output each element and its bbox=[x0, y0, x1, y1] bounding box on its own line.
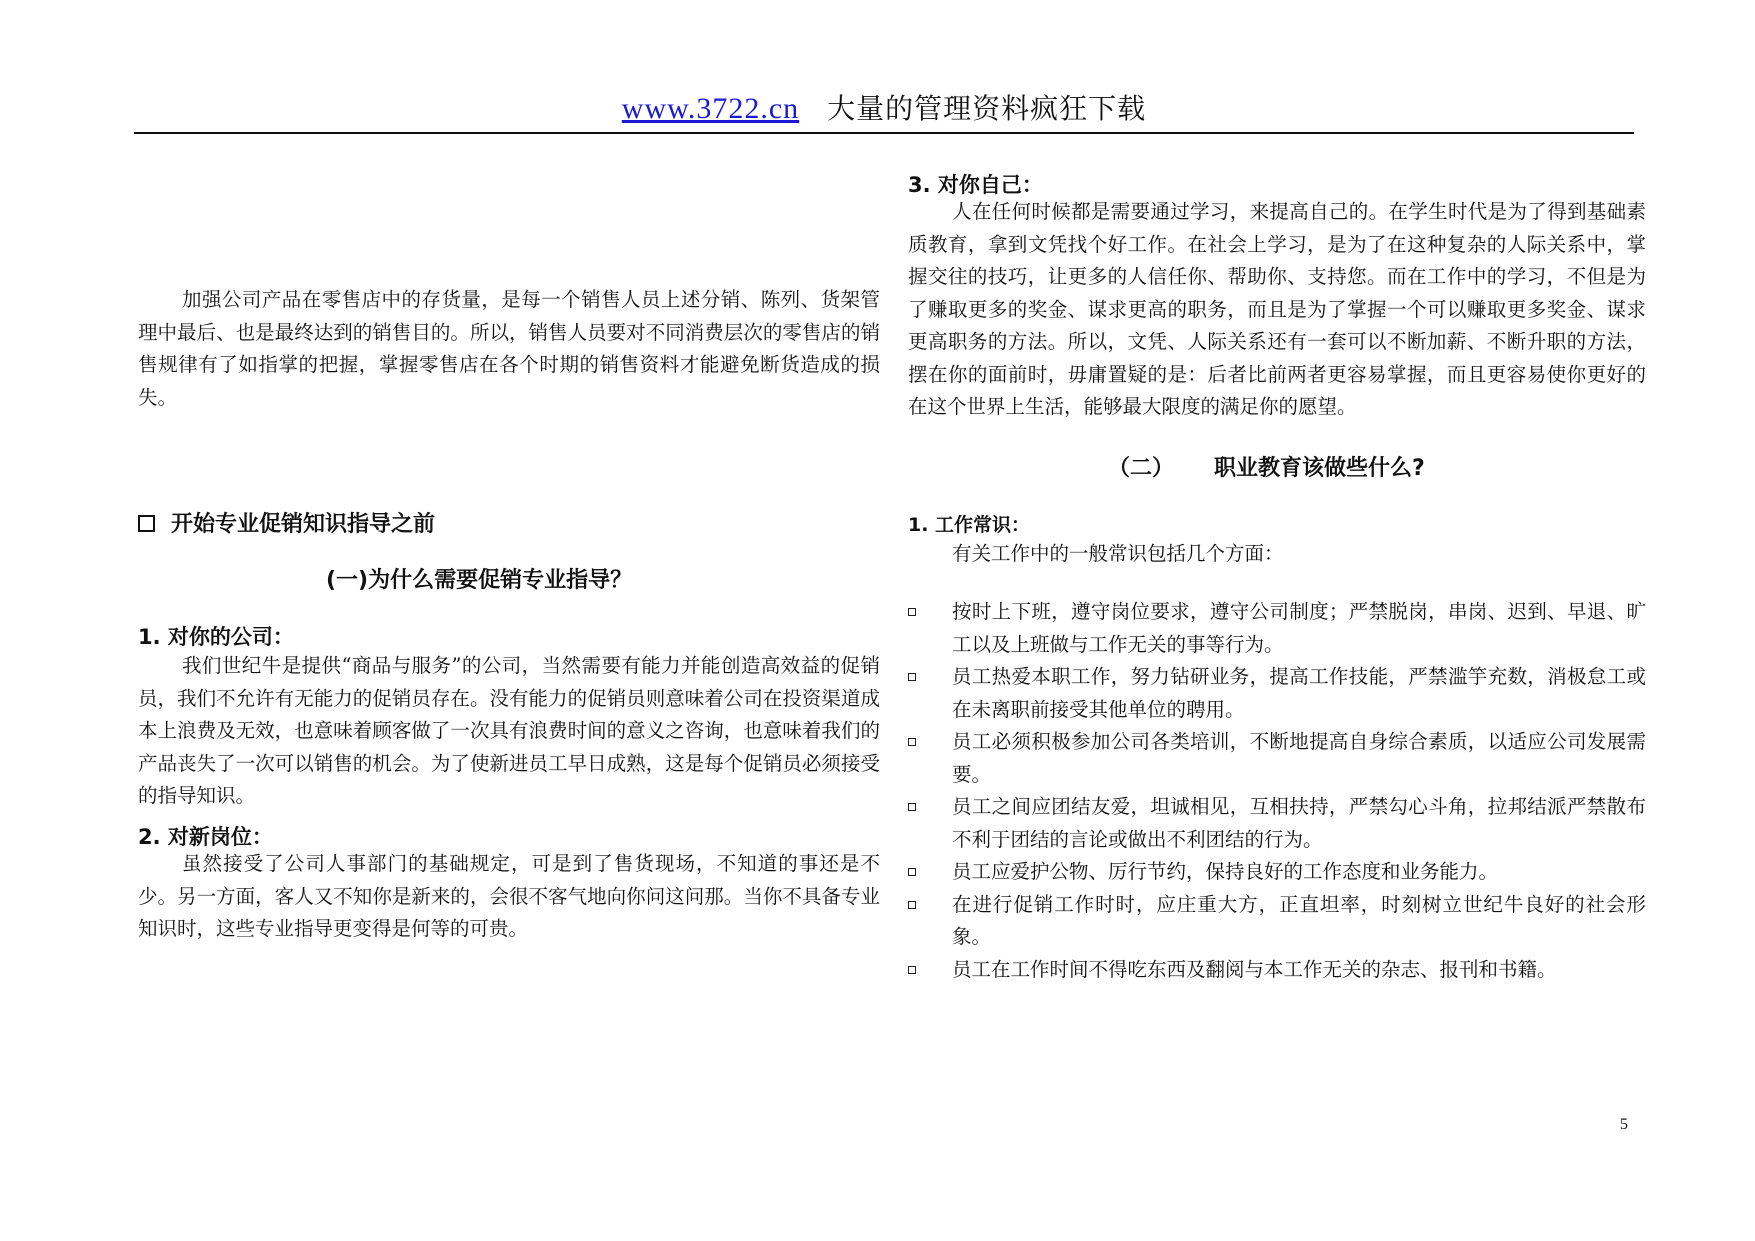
list-item: 按时上下班，遵守岗位要求，遵守公司制度；严禁脱岗，串岗、迟到、早退、旷工以及上班做与工作无关的事等行为。 bbox=[908, 596, 1646, 661]
bullet-square-icon bbox=[908, 966, 916, 974]
rules-list bbox=[908, 596, 1646, 986]
section-heading bbox=[138, 510, 435, 540]
bullet-square-icon bbox=[908, 901, 916, 909]
subsection-2-number: （二） bbox=[1108, 456, 1175, 481]
bullet-square-icon bbox=[908, 738, 916, 746]
list-item: 在进行促销工作时时，应庄重大方，正直坦率，时刻树立世纪牛良好的社会形象。 bbox=[908, 889, 1646, 954]
list-item: 员工必须积极参加公司各类培训，不断地提高自身综合素质，以适应公司发展需要。 bbox=[908, 726, 1646, 791]
bullet-square-icon bbox=[908, 803, 916, 811]
header-slogan: 大量的管理资料疯狂下载 bbox=[827, 92, 1147, 125]
item1-paragraph: 我们世纪牛是提供“商品与服务”的公司，当然需要有能力并能创造高效益的促销员，我们不允许有无能力的促销员存在。没有能力的促销员则意味着公司在投资渠道成本上浪费及无效，也意味着顾客做了一次具有浪费时间的意义之咨询，也意味着我们的产品丧失了一次可以销售的机会。为了使新进员工早日成熟，这是每个促销员必须接受的指导知识。 bbox=[138, 654, 880, 807]
bullet-square-icon bbox=[908, 673, 916, 681]
list-item: 员工在工作时间不得吃东西及翻阅与本工作无关的杂志、报刊和书籍。 bbox=[908, 954, 1646, 987]
bullet-square-icon bbox=[908, 608, 916, 616]
work-knowledge-intro: 有关工作中的一般常识包括几个方面： bbox=[952, 542, 1284, 565]
subsection-2-text: 职业教育该做些什么? bbox=[1214, 456, 1425, 481]
bullet-square-icon bbox=[908, 868, 916, 876]
list-item: 员工之间应团结友爱，坦诚相见，互相扶持，严禁勾心斗角，拉邦结派严禁散布不利于团结的言论或做出不利团结的行为。 bbox=[908, 791, 1646, 856]
list-item: 员工热爱本职工作，努力钻研业务，提高工作技能，严禁滥竽充数，消极怠工或在未离职前接受其他单位的聘用。 bbox=[908, 661, 1646, 726]
section-heading-text: 开始专业促销知识指导之前 bbox=[171, 512, 436, 537]
stock-paragraph: 加强公司产品在零售店中的存货量，是每一个销售人员上述分销、陈列、货架管理中最后、也是最终达到的销售目的。所以，销售人员要对不同消费层次的零售店的销售规律有了如指掌的把握，掌握零售店在各个时期的销售资料才能避免断货造成的损失。 bbox=[138, 288, 880, 409]
item2-paragraph: 虽然接受了公司人事部门的基础规定，可是到了售货现场，不知道的事还是不少。另一方面，客人又不知你是新来的，会很不客气地向你问这问那。当你不具备专业知识时，这些专业指导更变得是何等的可贵。 bbox=[138, 852, 880, 940]
list-item: 员工应爱护公物、厉行节约，保持良好的工作态度和业务能力。 bbox=[908, 856, 1646, 889]
item2-heading: 2. 对新岗位： bbox=[138, 825, 273, 849]
subsection-heading-1: (一)为什么需要促销专业指导？ bbox=[326, 568, 633, 593]
subsection-heading-2 bbox=[1108, 454, 1425, 484]
item3-heading: 3. 对你自己： bbox=[908, 173, 1043, 197]
item3-paragraph: 人在任何时候都是需要通过学习，来提高自己的。在学生时代是为了得到基础素质教育，拿到文凭找个好工作。在社会上学习，是为了在这种复杂的人际关系中，掌握交往的技巧，让更多的人信任你、帮助你、支持您。而在工作中的学习，不但是为了赚取更多的奖金、谋求更高的职务，而且是为了掌握一个可以赚取更多奖金、谋求更高职务的方法。所以，文凭、人际关系还有一套可以不断加薪、不断升职的方法，摆在你的面前时，毋庸置疑的是：后者比前两者更容易掌握，而且更容易使你更好的在这个世界上生活，能够最大限度的满足你的愿望。 bbox=[908, 200, 1646, 418]
site-link[interactable]: www.3722.cn bbox=[621, 92, 800, 125]
work-knowledge-heading: 1. 工作常识： bbox=[908, 514, 1031, 536]
header-rule bbox=[134, 132, 1634, 134]
page-header bbox=[134, 86, 1634, 132]
page-number: 5 bbox=[1620, 1116, 1628, 1133]
item1-heading: 1. 对你的公司： bbox=[138, 625, 294, 649]
checkbox-square-icon bbox=[138, 515, 155, 532]
